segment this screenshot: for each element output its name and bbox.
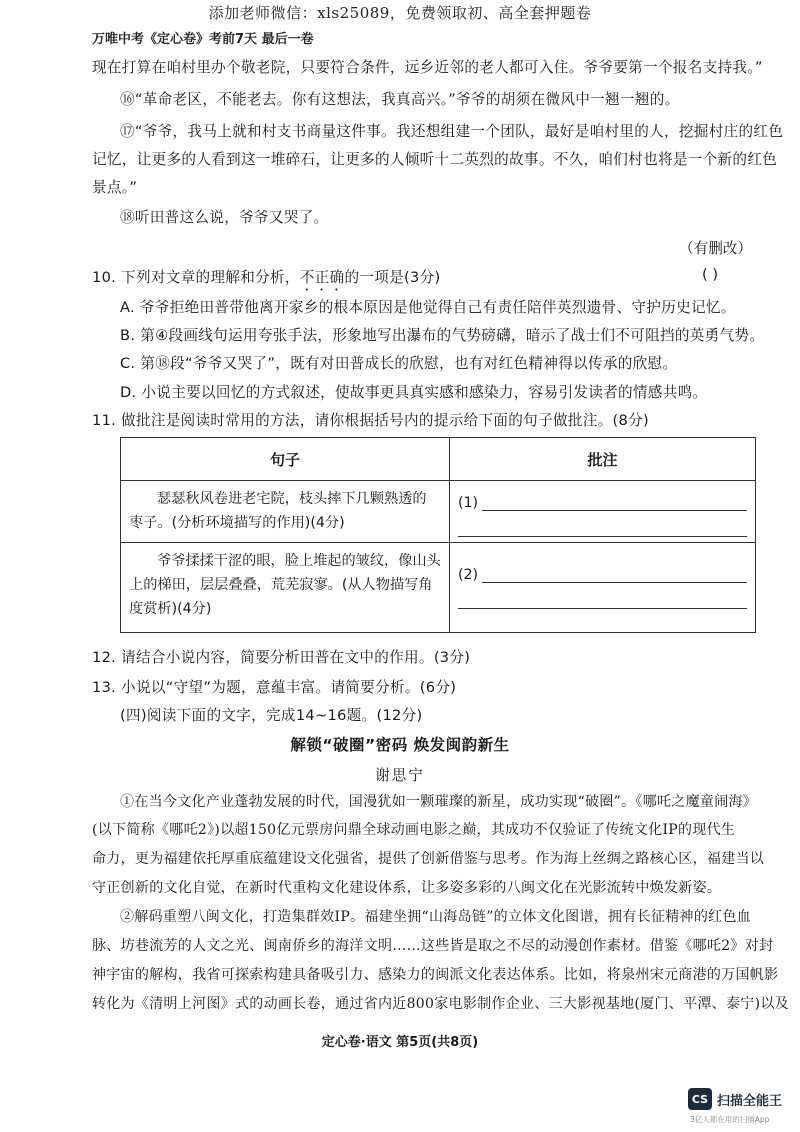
watermark-text: 添加老师微信：xls25089，免费领取初、高全套押题卷: [208, 4, 592, 22]
essay-paragraph-1: ①在当今文化产业蓬勃发展的时代，国漫犹如一颗璀璨的新星，成功实现“破圈”。《哪吒之魔童闹海》: [120, 794, 758, 810]
sentence-line: 度赏析)(4分): [129, 601, 212, 617]
sentence-line: 瑟瑟秋风卷进老宅院，枝头摔下几颗熟透的: [157, 491, 427, 507]
annotation-table: [120, 437, 756, 633]
essay-line: 守正创新的文化自觉，在新时代重构文化建设体系，让多姿多彩的八闽文化在光影流转中焕发新姿。: [92, 880, 722, 896]
option-a: A. 爷爷拒绝田普带他离开家乡的根本原因是他觉得自己有责任陪伴英烈遗骨、守护历史记忆。: [120, 299, 736, 316]
story-paragraph-17-line2: 记忆，让更多的人看到这一堆碎石，让更多的人倾听十二英烈的故事。不久，咱们村也将是一个新的红色: [92, 151, 778, 168]
table-row: [121, 543, 756, 633]
answer-line[interactable]: [482, 492, 747, 511]
question-12: 12. 请结合小说内容，简要分析田普在文中的作用。(3分): [92, 649, 471, 666]
question-10-emphasis: 不正确: [299, 269, 345, 286]
cs-badge-icon: CS: [688, 1088, 712, 1110]
table-header-annotation: 批注: [450, 438, 756, 481]
question-11: 11. 做批注是阅读时常用的方法，请你根据括号内的提示给下面的句子做批注。(8分): [92, 412, 650, 429]
sentence-line: 枣子。(分析环境描写的作用)(4分): [129, 515, 345, 531]
answer-line[interactable]: [482, 564, 747, 583]
sentence-cell: [121, 543, 450, 633]
exam-header: 万唯中考《定心卷》考前7天 最后一卷: [92, 32, 314, 47]
essay-line: 命力，更为福建依托厚重底蕴建设文化强省，提供了创新借鉴与思考。作为海上丝绸之路核心区，福建当以: [92, 851, 765, 867]
essay-author: 谢思宁: [375, 767, 425, 784]
annotation-label: (2): [458, 567, 479, 583]
scanner-logo: [688, 1088, 782, 1110]
section-4-instruction: (四)阅读下面的文字，完成14~16题。(12分): [120, 707, 423, 724]
scanner-tagline: 3亿人都在用的扫描App: [690, 1115, 770, 1124]
sentence-cell: [121, 481, 450, 543]
story-paragraph-17: ⑰“爷爷，我马上就和村支书商量这件事。我还想组建一个团队，最好是咱村里的人，挖掘村庄的红色: [120, 123, 784, 140]
question-10: [92, 266, 441, 294]
option-d: D. 小说主要以回忆的方式叙述，使故事更具真实感和感染力，容易引发读者的情感共鸣。: [120, 384, 708, 401]
answer-line[interactable]: [458, 590, 747, 609]
essay-line: 转化为《清明上河图》式的动画长卷，通过省内近800家电影制作企业、三大影视基地(厦门、平潭、泰宁)以及: [92, 996, 789, 1012]
essay-title: 解锁“破圈”密码 焕发闽韵新生: [290, 736, 510, 754]
essay-line: 脉、坊巷流芳的人文之光、闽南侨乡的海洋文明……这些皆是取之不尽的动漫创作素材。借鉴《哪吒2》对封: [92, 938, 774, 954]
question-10-suffix: 的一项是(3分): [344, 269, 441, 286]
scanner-app-name: 扫描全能王: [717, 1093, 783, 1109]
story-line: 现在打算在咱村里办个敬老院，只要符合条件，远乡近邻的老人都可入住。爷爷要第一个报名支持我。”: [92, 59, 763, 76]
edit-note: （有删改）: [679, 240, 752, 257]
annotation-label: (1): [458, 495, 479, 511]
question-10-prefix: 10. 下列对文章的理解和分析，: [92, 269, 300, 286]
option-b: B. 第④段画线句运用夸张手法，形象地写出瀑布的气势磅礴，暗示了战士们不可阻挡的英勇气势。: [120, 327, 765, 344]
annotation-cell[interactable]: [450, 481, 756, 543]
answer-blank[interactable]: ( ): [702, 266, 719, 283]
answer-line[interactable]: [458, 518, 747, 537]
table-row: [121, 481, 756, 543]
annotation-cell[interactable]: [450, 543, 756, 633]
sentence-line: 爷爷揉揉干涩的眼，脸上堆起的皱纹，像山头: [157, 553, 441, 569]
option-c: C. 第⑱段“爷爷又哭了”，既有对田普成长的欣慰，也有对红色精神得以传承的欣慰。: [120, 355, 678, 372]
essay-line: 神宇宙的解构，我省可探索构建具备吸引力、感染力的闽派文化表达体系。比如，将泉州宋元商港的万国帆影: [92, 967, 779, 983]
table-header-sentence: 句子: [121, 438, 450, 481]
question-13: 13. 小说以“守望”为题，意蕴丰富。请简要分析。(6分): [92, 679, 457, 696]
sentence-line: 上的梯田，层层叠叠，荒芜寂寥。(从人物描写角: [129, 577, 433, 593]
essay-paragraph-2: ②解码重塑八闽文化，打造集群效IP。福建坐拥“山海岛链”的立体文化图谱，拥有长征精神的红色血: [120, 909, 752, 925]
story-paragraph-16: ⑯“革命老区，不能老去。你有这想法，我真高兴。”爷爷的胡须在微风中一翘一翘的。: [120, 91, 680, 108]
page-footer: 定心卷·语文 第5页(共8页): [321, 1035, 479, 1050]
essay-line: (以下简称《哪吒2》)以超150亿元票房问鼎全球动画电影之巅，其成功不仅验证了传统文化IP的现代生: [92, 822, 736, 838]
story-paragraph-18: ⑱听田普这么说，爷爷又哭了。: [120, 209, 329, 226]
story-paragraph-17-line3: 景点。”: [92, 179, 138, 196]
